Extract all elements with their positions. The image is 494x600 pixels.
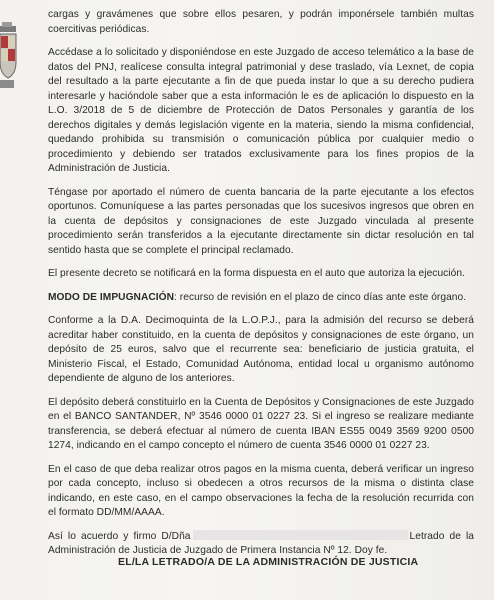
redacted-name (193, 530, 408, 540)
impugnacion-text: : recurso de revisión en el plazo de cinco días ante este órgano. (174, 291, 467, 303)
paragraph-deposito-cuenta: El depósito deberá constituirlo en la Cuenta de Depósitos y Consignaciones de este Juzgado en el BANCO SANTANDER, Nº 3546 0000 01 0227 23. Si el ingreso se realizare mediante transferencia, se deberá efectuar al número de cuenta IBAN ES55 0049 3569 9200 0500 1274, indicando en el campo concepto el número de cuenta 3546 0000 01 0227 23. (48, 396, 474, 451)
document-body (48, 8, 474, 568)
firma-end: Letrado de la Administración de Justicia de Juzgado de Primera Instancia Nº 12. Doy fe. (48, 530, 475, 556)
coat-of-arms-icon (0, 22, 18, 92)
paragraph-notificacion: El presente decreto se notificará en la forma dispuesta en el auto que autoriza la ejecución. (48, 268, 465, 279)
paragraph-cargas: cargas y gravámenes que sobre ellos pesaren, y podrán imponérsele también multas coercitivas periódicas. (48, 9, 474, 35)
firma-start: Así lo acuerdo y firmo D/Dña (48, 530, 191, 542)
paragraph-modo-impugnacion (48, 291, 474, 306)
paragraph-consulta-patrimonial: Accédase a lo solicitado y disponiéndose en este Juzgado de acceso telemático a la base de datos del PNJ, realícese consulta integral patrimonial y dese traslado, vía Lexnet, de copia del resultado a la parte ejecutante a fin de que pueda instar lo que a su derecho pudiera interesarle y hacióndole saber que a esta información le es de aplicación lo dispuesto en la L.O. 3/2018 de 5 de diciembre de Protección de Datos Personales y garantía de los derechos digitales y demás legislación vigente en la materia, siendo la misma confidencial, quedando prohibida su transmisión o comunicación pública por cualquier medio o procedimiento y debiendo ser tratados exclusivamente para los fines propios de la Administración de Justicia. (48, 47, 474, 174)
paragraph-firma (48, 530, 474, 559)
signature-line: EL/LA LETRADO/A DE LA ADMINISTRACIÓN DE JUSTICIA (118, 556, 419, 568)
impugnacion-heading: MODO DE IMPUGNACIÓN (48, 291, 175, 303)
paragraph-otros-pagos: En el caso de que deba realizar otros pagos en la misma cuenta, deberá verificar un ingreso por cada concepto, incluso si obedecen a otros recursos de la misma o distinta clase indicando, en este caso, en el campo observaciones la fecha de la resolución recurrida con el formato DD/MM/AAAA. (48, 463, 474, 518)
paragraph-cuenta-bancaria: Téngase por aportado el número de cuenta bancaria de la parte ejecutante a los efectos oportunos. Comuníquese a las partes personadas que los sucesivos ingresos que obren en la cuenta de depósitos y consignaciones de este Juzgado vinculada al presente procedimiento serán transferidos a la ejecutante directamente sin dictar resolución en tal sentido hasta que se complete el principal reclamado. (48, 186, 474, 256)
paragraph-deposito-requisito: Conforme a la D.A. Decimoquinta de la L.O.P.J., para la admisión del recurso se deberá acreditar haber constituido, en la cuenta de depósitos y consignaciones de este órgano, un depósito de 25 euros, salvo que el recurrente sea: beneficiario de justicia gratuita, el Ministerio Fiscal, el Estado, Comunidad Autónoma, entidad local u organismo autónomo dependiente de alguno de los anteriores. (48, 315, 474, 384)
